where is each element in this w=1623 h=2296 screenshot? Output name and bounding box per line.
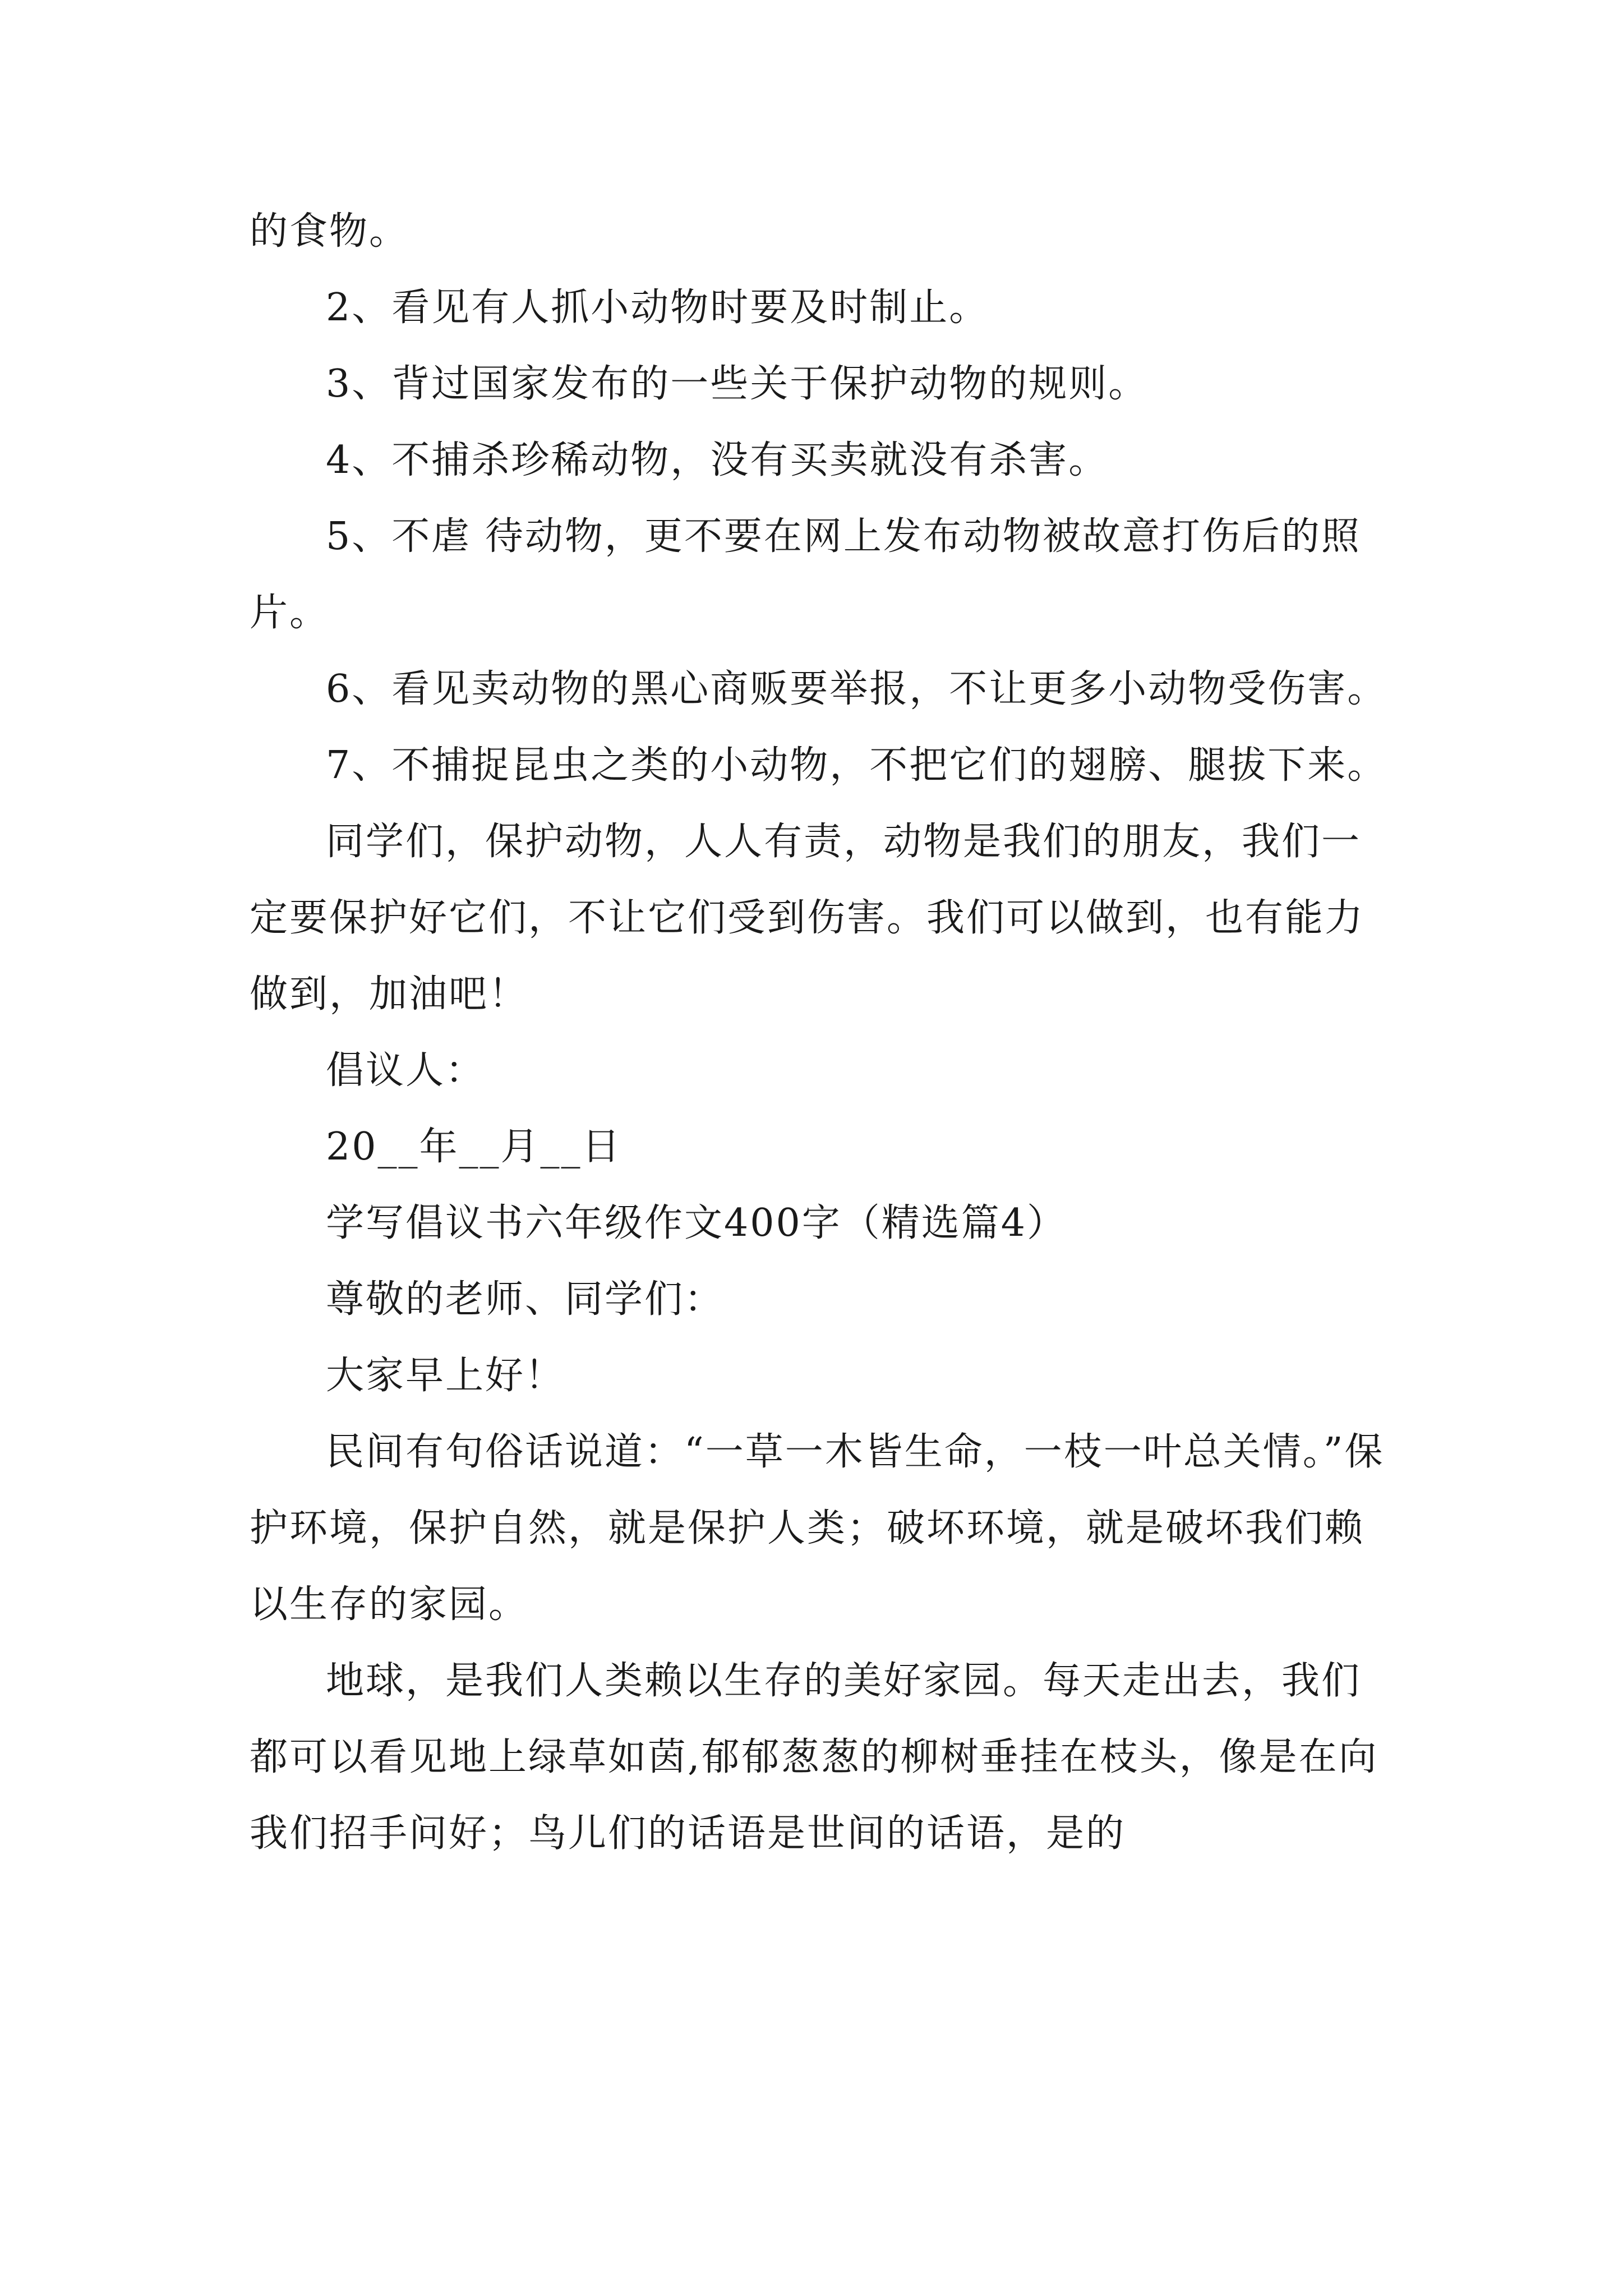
body-paragraph-proverb: 民间有句俗话说道：“一草一木皆生命，一枝一叶总关情。”保护环境，保护自然，就是保护人类；破坏环境，就是破坏我们赖以生存的家园。 xyxy=(250,1430,1385,1627)
list-item-7: 7、不捕捉昆虫之类的小动物，不把它们的翅膀、腿拔下来。 xyxy=(326,743,1387,788)
list-item-2: 2、看见有人抓小动物时要及时制止。 xyxy=(326,286,989,330)
signature-label: 倡议人： xyxy=(326,1048,486,1093)
date-line: 20__年__月__日 xyxy=(326,1125,622,1169)
list-item-4: 4、不捕杀珍稀动物，没有买卖就没有杀害。 xyxy=(326,438,1109,482)
body-paragraph-earth: 地球，是我们人类赖以生存的美好家园。每天走出去，我们都可以看见地上绿草如茵,郁郁葱葱的柳树垂挂在枝头，像是在向我们招手问好；鸟儿们的话语是世间的话语，是的 xyxy=(250,1659,1378,1856)
document-body xyxy=(250,194,1388,1872)
greeting: 大家早上好！ xyxy=(326,1354,565,1398)
list-item-3: 3、背过国家发布的一些关于保护动物的规则。 xyxy=(326,362,1149,406)
paragraph-continuation: 的食物。 xyxy=(250,209,409,254)
list-item-6: 6、看见卖动物的黑心商贩要举报，不让更多小动物受伤害。 xyxy=(326,667,1387,711)
list-item-5: 5、不虐 待动物，更不要在网上发布动物被故意打伤后的照片。 xyxy=(250,514,1361,635)
section-title: 学写倡议书六年级作文400字（精选篇4） xyxy=(326,1201,1067,1245)
salutation: 尊敬的老师、同学们： xyxy=(326,1277,725,1322)
closing-paragraph: 同学们，保护动物，人人有责，动物是我们的朋友，我们一定要保护好它们，不让它们受到伤害。我们可以做到，也有能力做到，加油吧！ xyxy=(250,820,1365,1016)
